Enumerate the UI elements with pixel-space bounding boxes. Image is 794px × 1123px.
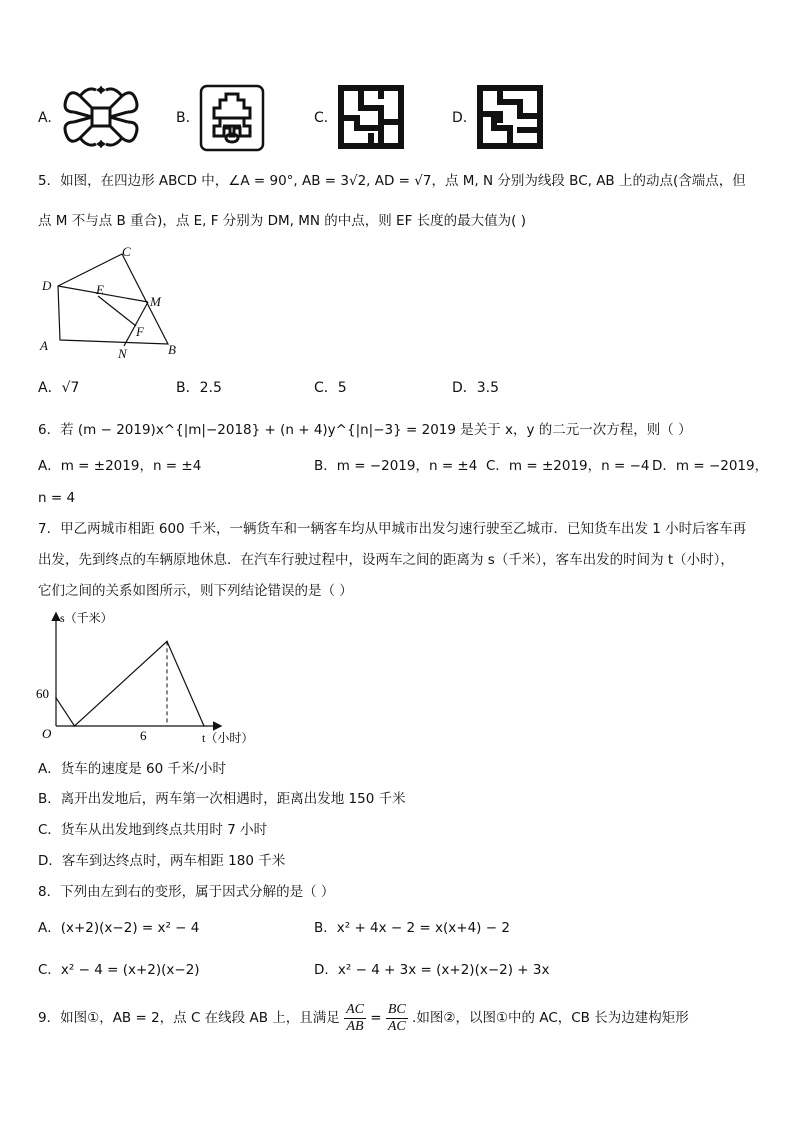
data-point xyxy=(74,725,76,727)
q6-line-1: 6．若 (m − 2019)x^{|m|−2018} + (n + 4)y^{|n|−3} = 2019 是关于 x，y 的二元一次方程，则（ ） xyxy=(38,422,692,438)
q9-line-1 xyxy=(38,1000,689,1036)
q4-option-c-label: C. xyxy=(314,110,329,126)
data-point xyxy=(203,725,205,727)
q8-option-b: B．x² + 4x − 2 = x(x+4) − 2 xyxy=(314,920,510,936)
q7-option-a: A．货车的速度是 60 千米/小时 xyxy=(38,761,227,777)
q9-text-part-2: .如图②，以图①中的 AC，CB 长为边建构矩形 xyxy=(412,1010,689,1026)
q8-option-d: D．x² − 4 + 3x = (x+2)(x−2) + 3x xyxy=(314,962,550,978)
knot-pattern-figure xyxy=(58,84,144,150)
vertex-label-c: C xyxy=(122,244,131,259)
q4-option-a-label: A. xyxy=(38,110,52,126)
q6-option-c: C．m = ±2019，n = −4 xyxy=(486,458,650,474)
q4-option-d-label: D. xyxy=(452,110,468,126)
q7-option-d: D．客车到达终点时，两车相距 180 千米 xyxy=(38,853,286,869)
data-point xyxy=(55,697,57,699)
fraction-2-denominator: AC xyxy=(387,1018,406,1034)
data-point xyxy=(166,641,168,643)
quadrilateral-figure xyxy=(36,244,186,360)
q9-text-part-1: 9．如图①，AB = 2，点 C 在线段 AB 上，且满足 xyxy=(38,1010,340,1026)
tower-pattern-figure xyxy=(199,84,265,152)
q8-option-c: C．x² − 4 = (x+2)(x−2) xyxy=(38,962,200,978)
origin-label: O xyxy=(42,726,52,741)
q6-option-a: A．m = ±2019，n = ±4 xyxy=(38,458,202,474)
point-label-n: N xyxy=(118,346,127,360)
q8-option-a: A．(x+2)(x−2) = x² − 4 xyxy=(38,920,200,936)
q7-option-c: C．货车从出发地到终点共用时 7 小时 xyxy=(38,822,268,838)
q6-option-d-continued: n = 4 xyxy=(38,490,76,506)
vertex-label-d: D xyxy=(42,278,52,293)
x-tick-label-6: 6 xyxy=(140,728,147,743)
point-label-f: F xyxy=(136,324,144,339)
point-label-m: M xyxy=(150,294,161,309)
fraction-1-denominator: AB xyxy=(346,1018,364,1034)
y-tick-label-60: 60 xyxy=(36,686,49,701)
q5-line-1: 5．如图，在四边形 ABCD 中，∠A = 90°, AB = 3√2, AD = √7，点 M, N 分别为线段 BC, AB 上的动点(含端点，但 xyxy=(38,173,746,189)
fraction-bc-over-ac xyxy=(386,1002,408,1035)
maze-pattern-c-figure xyxy=(337,84,405,150)
q7-line-3: 它们之间的关系如图所示，则下列结论错误的是（ ） xyxy=(38,583,353,599)
q8-line-1: 8．下列由左到右的变形，属于因式分解的是（ ） xyxy=(38,884,335,900)
q5-option-d: D．3.5 xyxy=(452,380,500,396)
q6-option-d: D．m = −2019， xyxy=(652,458,769,474)
fraction-2-numerator: BC xyxy=(387,1001,406,1017)
x-axis-label: t（小时） xyxy=(202,731,254,745)
maze-pattern-d-figure xyxy=(476,84,544,150)
y-axis-label: s（千米） xyxy=(60,611,113,625)
equals-sign: = xyxy=(370,1010,382,1026)
q4-option-b-label: B. xyxy=(176,110,191,126)
fraction-1-numerator: AC xyxy=(346,1001,364,1017)
q5-option-a: A．√7 xyxy=(38,380,80,396)
fraction-ac-over-ab xyxy=(344,1002,366,1035)
q7-option-b: B．离开出发地后，两车第一次相遇时，距离出发地 150 千米 xyxy=(38,791,406,807)
point-label-e: E xyxy=(96,282,104,297)
q5-line-2: 点 M 不与点 B 重合)，点 E, F 分别为 DM, MN 的中点，则 EF 长度的最大值为( ) xyxy=(38,213,526,229)
q7-line-1: 7．甲乙两城市相距 600 千米，一辆货车和一辆客车均从甲城市出发匀速行驶至乙城市．已知货车出发 1 小时后客车再 xyxy=(38,521,747,537)
q5-option-c: C．5 xyxy=(314,380,347,396)
q6-option-b: B．m = −2019，n = ±4 xyxy=(314,458,478,474)
distance-time-chart xyxy=(34,608,264,752)
series-line-s xyxy=(56,641,204,726)
vertex-label-b: B xyxy=(168,342,176,357)
vertex-label-a: A xyxy=(40,338,48,353)
q7-line-2: 出发，先到终点的车辆原地休息．在汽车行驶过程中，设两车之间的距离为 s（千米），客车出发的时间为 t（小时）， xyxy=(38,552,734,568)
q5-option-b: B．2.5 xyxy=(176,380,222,396)
